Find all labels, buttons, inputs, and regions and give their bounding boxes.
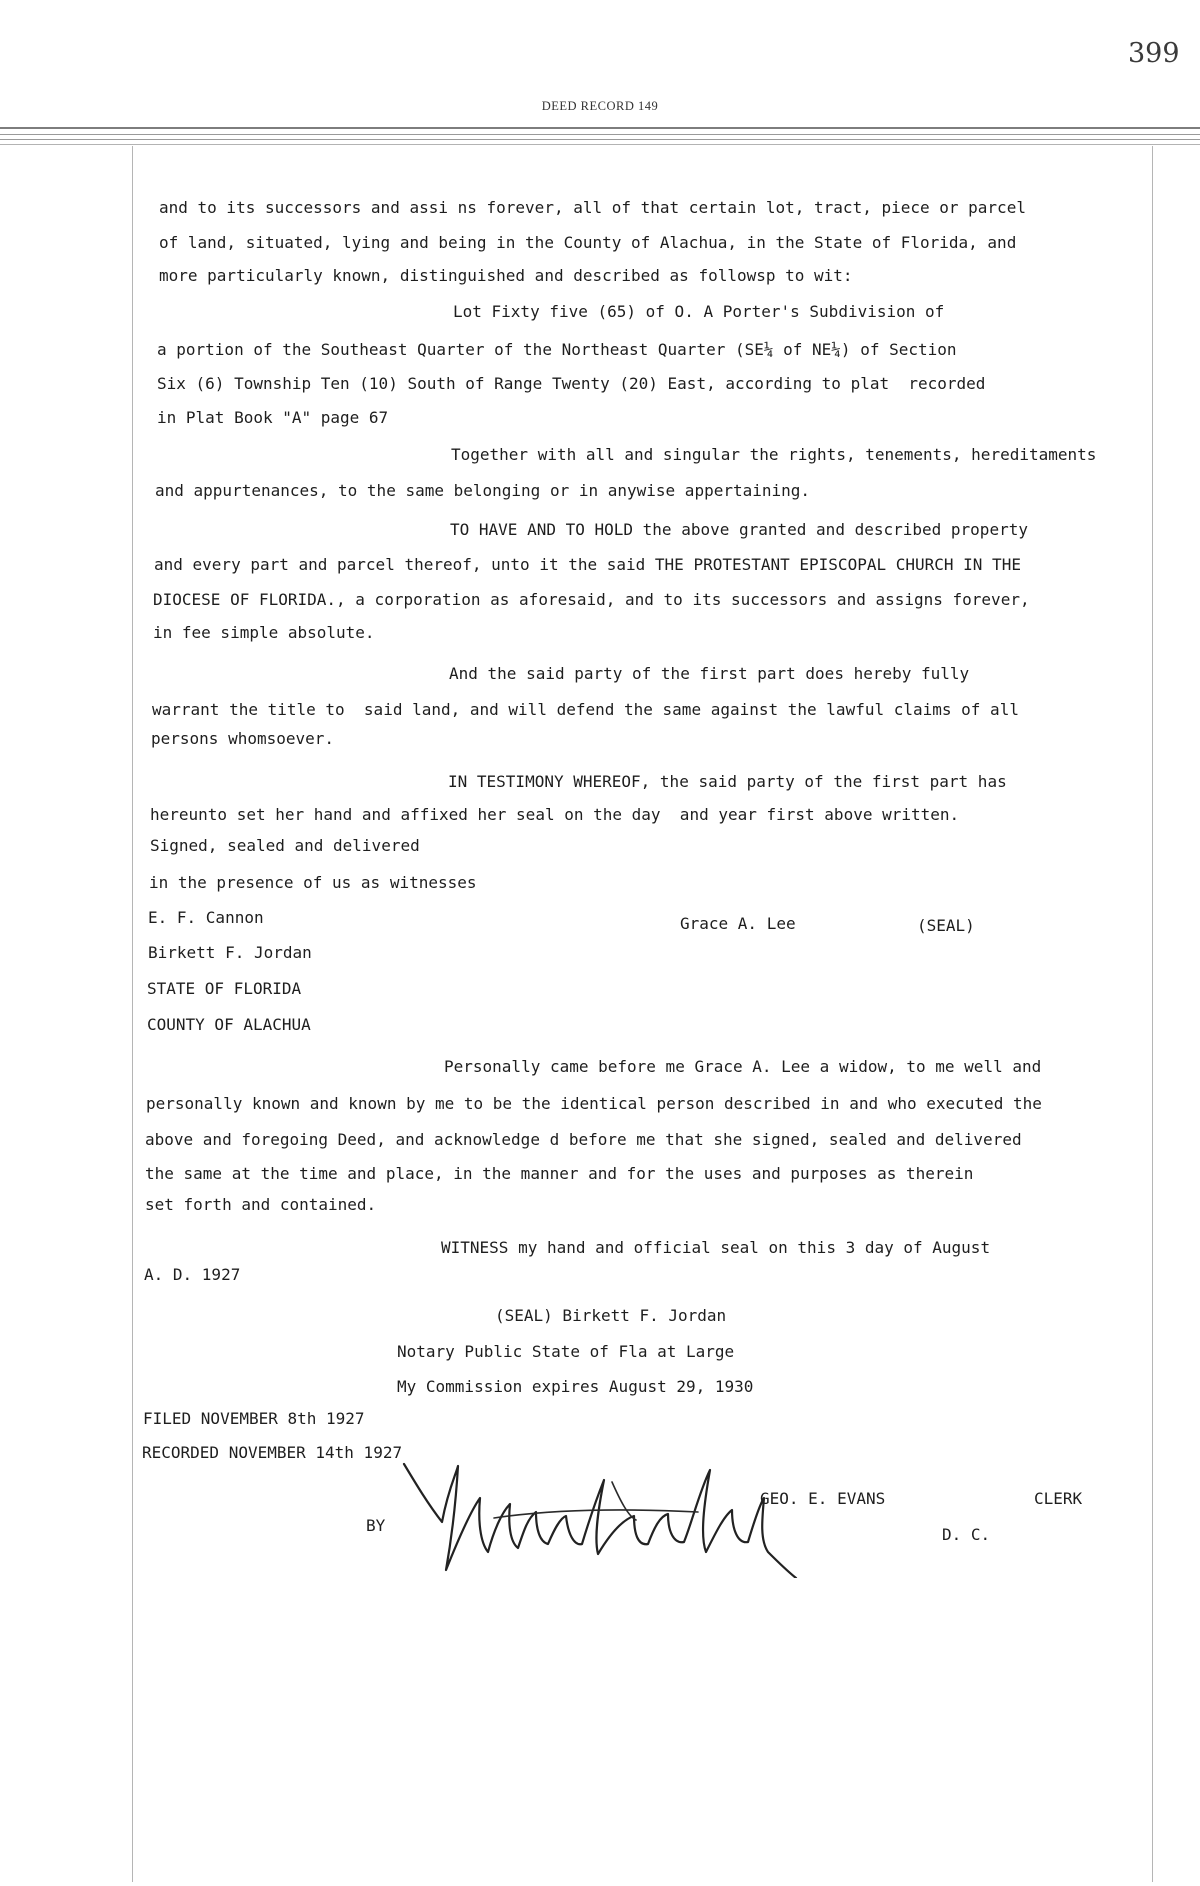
- header-rule: [0, 144, 1200, 145]
- notary-commission: My Commission expires August 29, 1930: [397, 1377, 754, 1396]
- text-line: A. D. 1927: [144, 1265, 241, 1284]
- witness-name: E. F. Cannon: [148, 908, 264, 927]
- right-margin-line: [1152, 146, 1153, 1882]
- deputy-clerk-label: D. C.: [942, 1525, 991, 1544]
- text-line: WITNESS my hand and official seal on this 3 day of August: [441, 1238, 991, 1257]
- text-line: a portion of the Southeast Quarter of the Northeast Quarter (SE¼ of NE¼) of Section: [157, 340, 957, 359]
- header-rule: [0, 139, 1200, 140]
- witness-name: Birkett F. Jordan: [148, 943, 312, 962]
- record-book-title: DEED RECORD 149: [541, 99, 659, 113]
- text-line: more particularly known, distinguished and described as followsp to wit:: [159, 266, 853, 285]
- notary-signature: (SEAL) Birkett F. Jordan: [495, 1306, 727, 1325]
- recorded-date: RECORDED NOVEMBER 14th 1927: [142, 1443, 403, 1462]
- clerk-title: CLERK: [1034, 1489, 1083, 1508]
- text-line: DIOCESE OF FLORIDA., a corporation as aforesaid, and to its successors and assigns forever,: [153, 590, 1030, 609]
- seal-mark: (SEAL): [917, 916, 975, 935]
- filed-date: FILED NOVEMBER 8th 1927: [143, 1409, 365, 1428]
- left-margin-line: [132, 146, 133, 1882]
- clerk-name: GEO. E. EVANS: [760, 1489, 886, 1508]
- text-line: Together with all and singular the rights, tenements, hereditaments: [451, 445, 1097, 464]
- text-line: set forth and contained.: [145, 1195, 377, 1214]
- text-line: above and foregoing Deed, and acknowledge d before me that she signed, sealed and delivered: [145, 1130, 1022, 1149]
- text-line: Six (6) Township Ten (10) South of Range Twenty (20) East, according to plat recorded: [157, 374, 986, 393]
- text-line: warrant the title to said land, and will defend the same against the lawful claims of all: [152, 700, 1019, 719]
- text-line: persons whomsoever.: [151, 729, 335, 748]
- header-rule: [0, 134, 1200, 135]
- by-label: BY: [366, 1516, 386, 1535]
- notary-title: Notary Public State of Fla at Large: [397, 1342, 735, 1361]
- text-line: and to its successors and assi ns forever, all of that certain lot, tract, piece or parcel: [159, 198, 1026, 217]
- text-line: And the said party of the first part does hereby fully: [449, 664, 970, 683]
- text-line: and appurtenances, to the same belonging or in anywise appertaining.: [155, 481, 811, 500]
- text-line: in the presence of us as witnesses: [149, 873, 477, 892]
- text-line: personally known and known by me to be the identical person described in and who executed the: [146, 1094, 1042, 1113]
- handwritten-signature: [398, 1460, 818, 1578]
- text-line: and every part and parcel thereof, unto it the said THE PROTESTANT EPISCOPAL CHURCH IN THE: [154, 555, 1021, 574]
- text-line: of land, situated, lying and being in the County of Alachua, in the State of Florida, and: [159, 233, 1017, 252]
- text-line: Signed, sealed and delivered: [150, 836, 420, 855]
- page-number: 399: [1128, 38, 1180, 69]
- text-line: hereunto set her hand and affixed her seal on the day and year first above written.: [150, 805, 960, 824]
- grantor-signature-name: Grace A. Lee: [680, 914, 796, 933]
- text-line: the same at the time and place, in the manner and for the uses and purposes as therein: [145, 1164, 974, 1183]
- text-line: Personally came before me Grace A. Lee a widow, to me well and: [444, 1057, 1042, 1076]
- venue-state: STATE OF FLORIDA: [147, 979, 302, 998]
- text-line: in fee simple absolute.: [153, 623, 375, 642]
- text-line: TO HAVE AND TO HOLD the above granted and described property: [450, 520, 1028, 539]
- text-line: IN TESTIMONY WHEREOF, the said party of the first part has: [448, 772, 1007, 791]
- header-rule: [0, 127, 1200, 129]
- venue-county: COUNTY OF ALACHUA: [147, 1015, 311, 1034]
- text-line: Lot Fixty five (65) of O. A Porter's Subdivision of: [453, 302, 945, 321]
- text-line: in Plat Book "A" page 67: [157, 408, 389, 427]
